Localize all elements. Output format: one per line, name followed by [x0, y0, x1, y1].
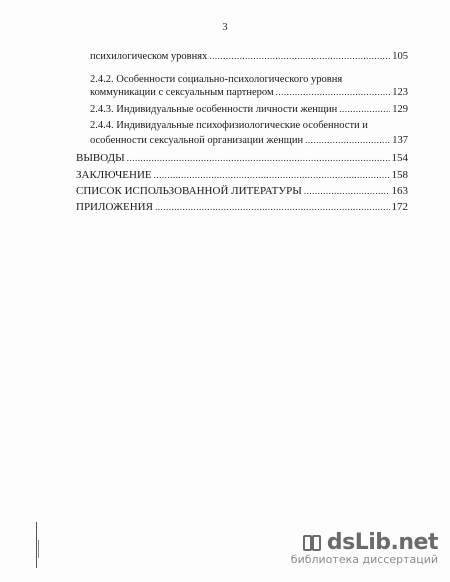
- toc-leader-dots: [276, 86, 391, 99]
- watermark-subtitle: библиотека диссертаций: [290, 553, 438, 566]
- toc-entry: [76, 185, 408, 198]
- toc-entry: [90, 103, 408, 116]
- toc-leader-dots: [155, 201, 390, 214]
- toc-leader-dots: [304, 185, 390, 198]
- toc-entry-page: 137: [392, 135, 408, 146]
- toc-entry-page: 123: [392, 87, 408, 98]
- toc-entry-page: 129: [392, 104, 408, 115]
- page-number: 3: [222, 22, 228, 33]
- watermark-logo: [268, 530, 438, 555]
- toc-entry-title: ПРИЛОЖЕНИЯ: [76, 201, 153, 213]
- toc-entry-title: 2.4.4. Индивидуальные психофизиологические особенности и: [90, 120, 368, 131]
- toc-entry-page: 158: [391, 169, 408, 181]
- toc-entry: [76, 169, 408, 182]
- toc-entry-page: 163: [391, 185, 408, 197]
- toc-entry: [76, 201, 408, 214]
- toc-entry-title: 2.4.3. Индивидуальные особенности личности женщин: [90, 104, 338, 115]
- toc-entry-title: СПИСОК ИСПОЛЬЗОВАННОЙ ЛИТЕРАТУРЫ: [76, 185, 302, 197]
- toc-entry-title: особенности сексуальной организации женщин: [90, 135, 304, 146]
- scan-artifact-line: [36, 522, 37, 568]
- toc-entry-title: 2.4.2. Особенности социально-психологического уровня: [90, 74, 343, 85]
- toc-entry-page: 154: [391, 152, 408, 164]
- toc-leader-dots: [209, 50, 390, 63]
- toc-entry: [90, 134, 408, 147]
- toc-leader-dots: [154, 169, 390, 182]
- toc-entry: [76, 152, 408, 165]
- toc-entry-title: ЗАКЛЮЧЕНИЕ: [76, 169, 152, 181]
- toc-entry-title: коммуникации с сексуальным партнером: [90, 87, 274, 98]
- toc-leader-dots: [127, 152, 390, 165]
- book-logo-icon: [301, 532, 323, 554]
- toc-entry-title: психилогическом уровнях: [90, 51, 208, 62]
- scan-artifact-line: [38, 540, 39, 558]
- toc-entry: [90, 50, 408, 63]
- toc-entry-page: 172: [391, 201, 408, 213]
- toc-entry: [90, 86, 408, 99]
- watermark-logo-text: dsLib.net: [326, 530, 438, 555]
- toc-leader-dots: [305, 134, 390, 147]
- toc-entry-page: 105: [392, 51, 408, 62]
- toc-leader-dots: [339, 103, 390, 116]
- watermark: [268, 530, 438, 574]
- toc-entry-title: ВЫВОДЫ: [76, 152, 125, 164]
